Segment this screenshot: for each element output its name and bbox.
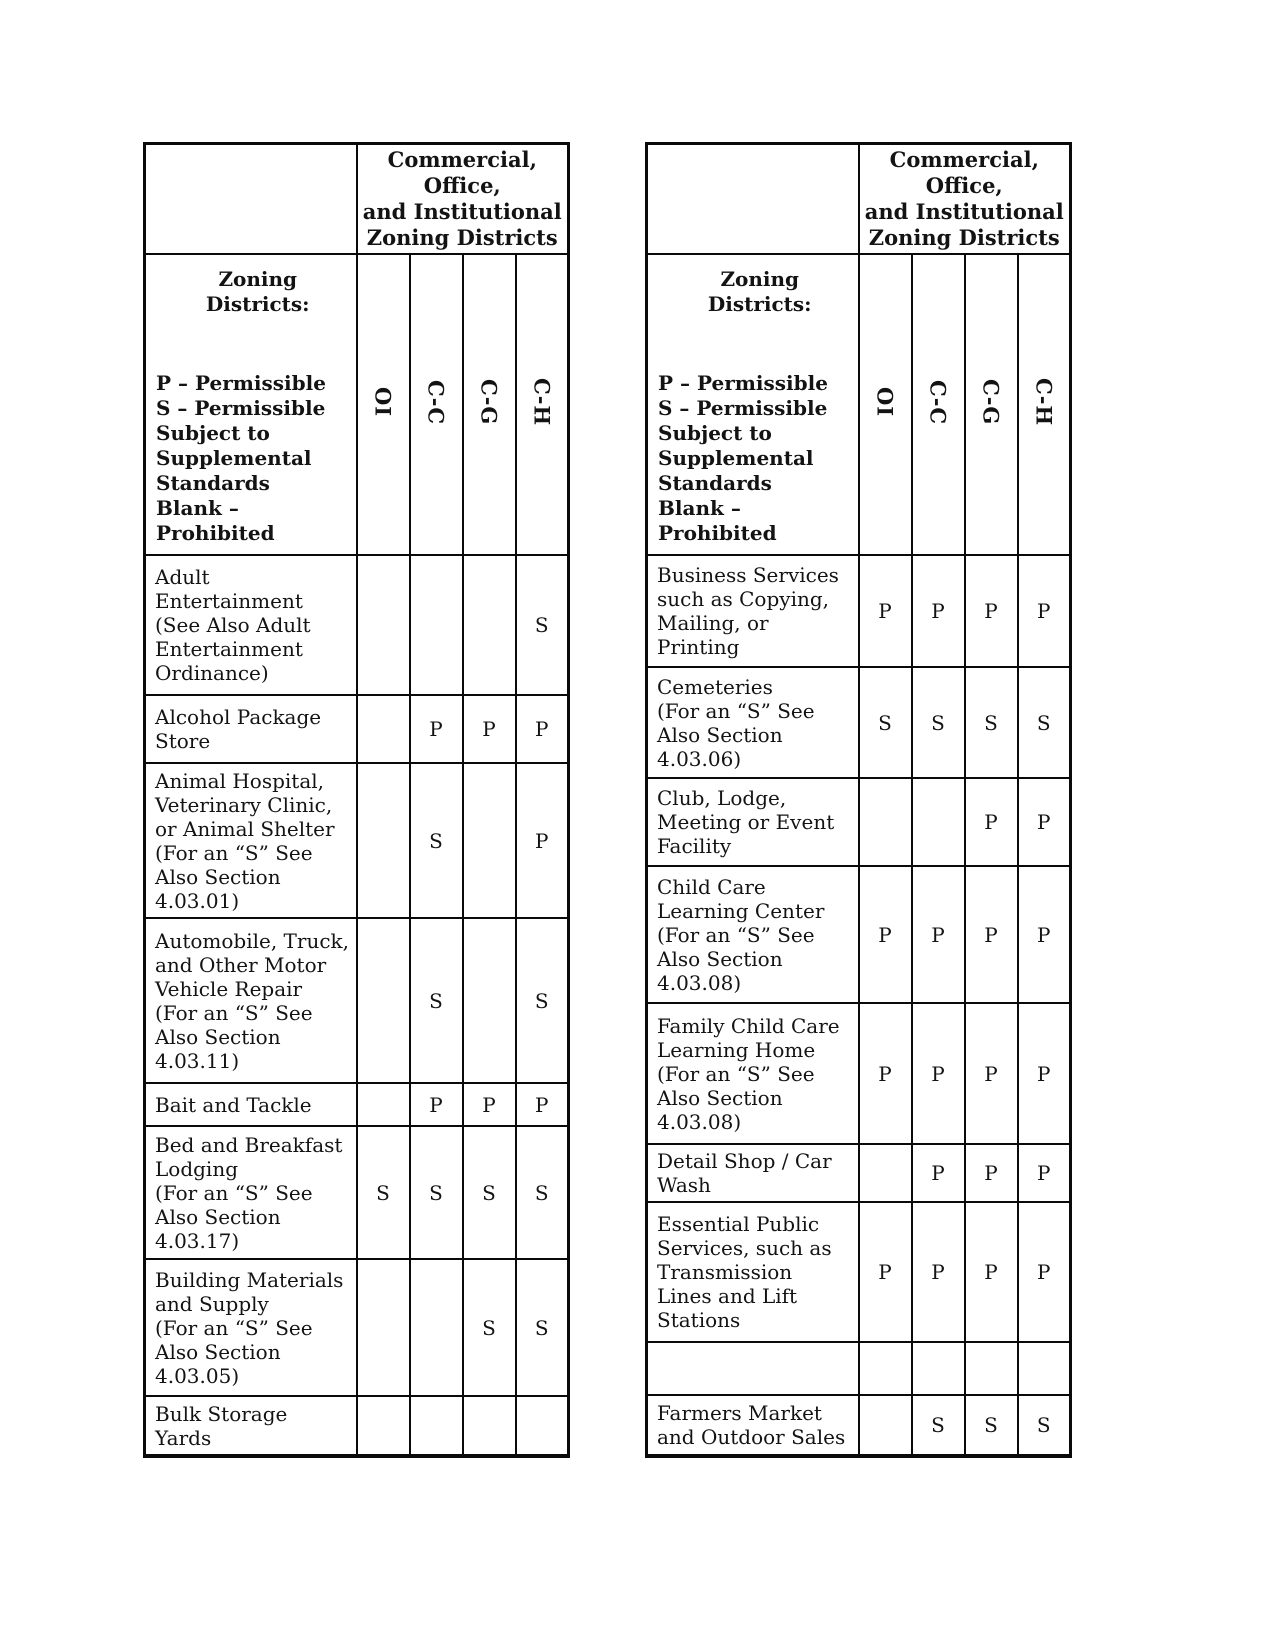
- permission-cell: P: [859, 555, 912, 667]
- legend-line: P – Permissible: [156, 371, 326, 395]
- use-label: Farmers Market and Outdoor Sales: [647, 1395, 859, 1456]
- table-row: [145, 695, 569, 763]
- permission-cell: [859, 778, 912, 866]
- use-label: [647, 1342, 859, 1395]
- legend-line: Supplemental: [156, 446, 312, 470]
- header-title-row: [145, 144, 569, 255]
- permission-cell: [912, 778, 965, 866]
- use-label: Detail Shop / Car Wash: [647, 1144, 859, 1202]
- permission-cell: S: [859, 667, 912, 778]
- column-header-label: OI: [370, 387, 396, 418]
- column-header-oi: [357, 254, 410, 555]
- permission-cell: S: [1018, 667, 1071, 778]
- permission-cell: [516, 1396, 569, 1456]
- permission-cell: P: [965, 1144, 1018, 1202]
- column-header-ch: [516, 254, 569, 555]
- legend-line: S – Permissible: [658, 396, 828, 420]
- permission-cell: P: [965, 1003, 1018, 1144]
- permission-cell: P: [859, 1003, 912, 1144]
- permission-cell: S: [516, 555, 569, 695]
- permission-cell: P: [912, 1202, 965, 1342]
- use-label: Bed and Breakfast Lodging (For an “S” See Also Section 4.03.17): [145, 1126, 357, 1259]
- table-row: [647, 866, 1071, 1003]
- use-label: Animal Hospital, Veterinary Clinic, or Animal Shelter (For an “S” See Also Section 4.03.01): [145, 763, 357, 918]
- permission-cell: P: [1018, 866, 1071, 1003]
- permission-cell: P: [965, 866, 1018, 1003]
- permission-cell: S: [463, 1259, 516, 1396]
- use-label: Building Materials and Supply (For an “S” See Also Section 4.03.05): [145, 1259, 357, 1396]
- use-label: Essential Public Services, such as Transmission Lines and Lift Stations: [647, 1202, 859, 1342]
- column-header-label: OI: [872, 387, 898, 418]
- permission-cell: S: [965, 667, 1018, 778]
- permission-cell: P: [912, 1003, 965, 1144]
- permission-cell: [357, 1396, 410, 1456]
- permission-cell: S: [357, 1126, 410, 1259]
- header-title-row: [647, 144, 1071, 255]
- permission-cell: P: [463, 1083, 516, 1126]
- table-row: [145, 763, 569, 918]
- column-header-cg: [463, 254, 516, 555]
- use-label: Club, Lodge, Meeting or Event Facility: [647, 778, 859, 866]
- legend-lines: [156, 371, 348, 546]
- column-header-label: C-H: [1031, 378, 1057, 427]
- table-row: [145, 1396, 569, 1456]
- table-row: [145, 1126, 569, 1259]
- use-label: Family Child Care Learning Home (For an “S” See Also Section 4.03.08): [647, 1003, 859, 1144]
- table-title-line: Commercial, Office,: [387, 147, 537, 198]
- column-header-oi: [859, 254, 912, 555]
- permission-cell: [463, 1396, 516, 1456]
- table-row: [145, 555, 569, 695]
- permission-cell: P: [1018, 555, 1071, 667]
- use-label: Bulk Storage Yards: [145, 1396, 357, 1456]
- permission-cell: P: [410, 695, 463, 763]
- legend-title: Zoning Districts:: [205, 267, 310, 316]
- permission-cell: [357, 1259, 410, 1396]
- table-title-line: and Institutional: [864, 199, 1064, 224]
- table-row: [647, 1202, 1071, 1342]
- legend-line: P – Permissible: [658, 371, 828, 395]
- legend-cell: [647, 254, 859, 555]
- table-body: [647, 555, 1071, 1456]
- legend-line: Blank – Prohibited: [156, 496, 275, 545]
- permission-cell: P: [965, 778, 1018, 866]
- legend-line: Standards: [658, 471, 772, 495]
- use-label: Bait and Tackle: [145, 1083, 357, 1126]
- table-row: [647, 555, 1071, 667]
- permission-cell: P: [410, 1083, 463, 1126]
- table-row: [647, 1144, 1071, 1202]
- permission-cell: P: [965, 555, 1018, 667]
- table-row: [145, 1083, 569, 1126]
- use-label: Child Care Learning Center (For an “S” See Also Section 4.03.08): [647, 866, 859, 1003]
- permission-cell: [463, 555, 516, 695]
- table-row: [145, 1259, 569, 1396]
- permission-cell: [410, 555, 463, 695]
- permission-cell: P: [912, 1144, 965, 1202]
- permission-cell: [357, 918, 410, 1083]
- legend-title: Zoning Districts:: [707, 267, 812, 316]
- legend-line: Subject to: [658, 421, 772, 445]
- legend-cell: [145, 254, 357, 555]
- permission-cell: S: [965, 1395, 1018, 1456]
- column-header-label: C-C: [423, 379, 449, 426]
- permission-cell: [859, 1395, 912, 1456]
- table-row: [647, 1003, 1071, 1144]
- table-title-line: Zoning Districts: [868, 225, 1060, 250]
- permission-cell: [410, 1396, 463, 1456]
- legend-line: Standards: [156, 471, 270, 495]
- permission-cell: [463, 763, 516, 918]
- corner-cell: [647, 144, 859, 255]
- permission-cell: P: [1018, 1144, 1071, 1202]
- table-title-line: Zoning Districts: [366, 225, 558, 250]
- corner-cell: [145, 144, 357, 255]
- legend-line: Supplemental: [658, 446, 814, 470]
- zoning-table-left: [143, 142, 570, 1458]
- permission-cell: S: [410, 1126, 463, 1259]
- header-legend-row: [647, 254, 1071, 555]
- use-label: Alcohol Package Store: [145, 695, 357, 763]
- permission-cell: S: [912, 1395, 965, 1456]
- permission-cell: P: [1018, 1003, 1071, 1144]
- table-row: [145, 918, 569, 1083]
- table-title-line: Commercial, Office,: [889, 147, 1039, 198]
- table-title: [357, 144, 569, 255]
- permission-cell: P: [1018, 1202, 1071, 1342]
- table-row: [647, 778, 1071, 866]
- permission-cell: [859, 1342, 912, 1395]
- column-header-ch: [1018, 254, 1071, 555]
- table-title: [859, 144, 1071, 255]
- permission-cell: S: [516, 1126, 569, 1259]
- permission-cell: S: [516, 1259, 569, 1396]
- permission-cell: P: [516, 763, 569, 918]
- use-label: Business Services such as Copying, Mailing, or Printing: [647, 555, 859, 667]
- legend-line: S – Permissible: [156, 396, 326, 420]
- permission-cell: S: [1018, 1395, 1071, 1456]
- column-header-label: C-G: [476, 379, 502, 426]
- permission-cell: [1018, 1342, 1071, 1395]
- legend-lines: [658, 371, 850, 546]
- permission-cell: P: [463, 695, 516, 763]
- permission-cell: [912, 1342, 965, 1395]
- table-title-line: and Institutional: [362, 199, 562, 224]
- permission-cell: P: [912, 555, 965, 667]
- permission-cell: [859, 1144, 912, 1202]
- permission-cell: [357, 1083, 410, 1126]
- legend-line: Blank – Prohibited: [658, 496, 777, 545]
- permission-cell: [357, 763, 410, 918]
- column-header-cc: [912, 254, 965, 555]
- permission-cell: S: [912, 667, 965, 778]
- table-row: [647, 667, 1071, 778]
- column-header-cg: [965, 254, 1018, 555]
- permission-cell: [357, 695, 410, 763]
- permission-cell: [463, 918, 516, 1083]
- use-label: Cemeteries (For an “S” See Also Section 4.03.06): [647, 667, 859, 778]
- permission-cell: S: [410, 918, 463, 1083]
- legend-line: Subject to: [156, 421, 270, 445]
- permission-cell: S: [516, 918, 569, 1083]
- permission-cell: [965, 1342, 1018, 1395]
- permission-cell: [410, 1259, 463, 1396]
- permission-cell: P: [859, 866, 912, 1003]
- table-body: [145, 555, 569, 1456]
- permission-cell: P: [965, 1202, 1018, 1342]
- permission-cell: [357, 555, 410, 695]
- zoning-table-right: [645, 142, 1072, 1458]
- permission-cell: P: [859, 1202, 912, 1342]
- header-legend-row: [145, 254, 569, 555]
- column-header-label: C-G: [978, 379, 1004, 426]
- permission-cell: S: [463, 1126, 516, 1259]
- column-header-label: C-H: [529, 378, 555, 427]
- column-header-label: C-C: [925, 379, 951, 426]
- table-row: [647, 1342, 1071, 1395]
- permission-cell: P: [912, 866, 965, 1003]
- table-row: [647, 1395, 1071, 1456]
- permission-cell: S: [410, 763, 463, 918]
- use-label: Adult Entertainment (See Also Adult Entertainment Ordinance): [145, 555, 357, 695]
- permission-cell: P: [516, 1083, 569, 1126]
- use-label: Automobile, Truck, and Other Motor Vehicle Repair (For an “S” See Also Section 4.03.11): [145, 918, 357, 1083]
- permission-cell: P: [516, 695, 569, 763]
- column-header-cc: [410, 254, 463, 555]
- permission-cell: P: [1018, 778, 1071, 866]
